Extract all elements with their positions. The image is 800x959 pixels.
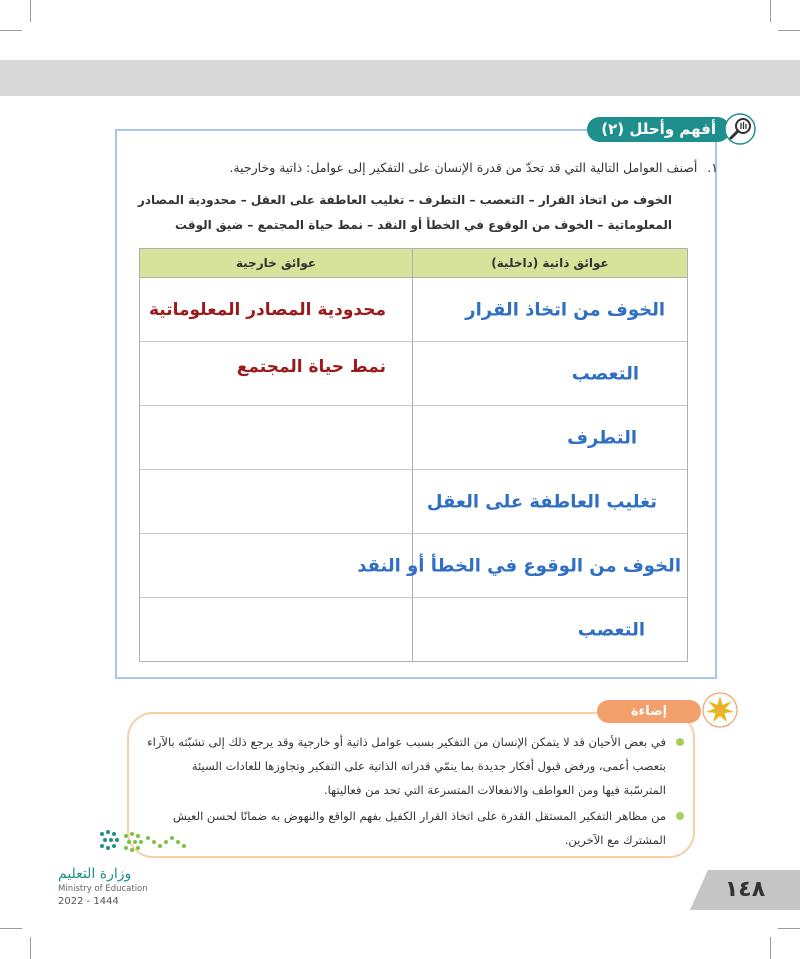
page-number: ١٤٨ bbox=[724, 877, 766, 902]
internal-cell bbox=[413, 470, 687, 533]
question bbox=[118, 160, 718, 175]
enlightenment-label: إضاءة bbox=[597, 700, 701, 723]
table-row bbox=[140, 278, 687, 342]
crop-mark bbox=[770, 0, 771, 22]
magnifier-icon bbox=[724, 113, 756, 145]
classification-table bbox=[139, 248, 688, 662]
external-cell bbox=[140, 598, 413, 661]
internal-answer: التعصب bbox=[571, 363, 639, 384]
list-item bbox=[146, 730, 666, 802]
internal-cell bbox=[413, 342, 687, 405]
crop-mark bbox=[30, 0, 31, 22]
header-external: عوائق خارجية bbox=[235, 256, 317, 270]
crop-mark bbox=[30, 937, 31, 959]
crop-mark bbox=[778, 30, 800, 31]
table-row bbox=[140, 406, 687, 470]
internal-answer: الخوف من اتخاذ القرار bbox=[465, 299, 665, 320]
internal-answer: التعصب bbox=[577, 619, 645, 640]
word-list bbox=[132, 188, 672, 238]
crop-mark bbox=[778, 928, 800, 929]
internal-cell bbox=[413, 278, 687, 341]
internal-answer: الخوف من الوقوع في الخطأ أو النقد bbox=[357, 555, 681, 576]
external-cell bbox=[140, 406, 413, 469]
header-internal: عوائق ذاتية (داخلية) bbox=[491, 256, 609, 270]
internal-cell bbox=[413, 598, 687, 661]
section-header bbox=[32, 113, 756, 145]
table-header bbox=[140, 249, 687, 278]
internal-answer: تغليب العاطفة على العقل bbox=[426, 491, 657, 512]
ministry-year: 2022 - 1444 bbox=[58, 896, 119, 907]
word-list-line: المعلوماتية – الخوف من الوقوع في الخطأ أو النقد – نمط حياة المجتمع – ضيق الوقت bbox=[175, 218, 672, 232]
table-row bbox=[140, 470, 687, 534]
enlightenment-item: من مظاهر التفكير المستقل القدرة على اتخاذ القرار الكفيل بفهم الواقع والنهوض به ضمانًا لحسن العيش المشترك مع الآخرين. bbox=[172, 809, 666, 847]
ministry-block bbox=[58, 826, 198, 907]
header-external-cell bbox=[140, 249, 413, 277]
external-answer: نمط حياة المجتمع bbox=[236, 357, 386, 378]
list-item bbox=[146, 804, 666, 852]
crop-mark bbox=[0, 30, 22, 31]
header-band bbox=[0, 60, 800, 96]
word-list-line: الخوف من اتخاذ القرار – التعصب – التطرف – تغليب العاطفة على العقل – محدودية المصادر bbox=[137, 193, 672, 207]
external-cell bbox=[140, 342, 413, 405]
external-cell bbox=[140, 470, 413, 533]
crop-mark bbox=[770, 937, 771, 959]
question-number: ١. bbox=[707, 160, 718, 175]
external-answer: محدودية المصادر المعلوماتية bbox=[148, 299, 386, 320]
crop-mark bbox=[0, 928, 22, 929]
table-row bbox=[140, 534, 687, 598]
header-internal-cell bbox=[413, 249, 687, 277]
internal-answer: التطرف bbox=[567, 427, 637, 448]
question-text: أصنف العوامل التالية التي قد تحدّ من قدرة الإنسان على التفكير إلى عوامل: ذاتية وخارجية. bbox=[229, 160, 698, 175]
enlightenment-text bbox=[146, 730, 666, 854]
enlightenment-item: في بعض الأحيان قد لا يتمكن الإنسان من التفكير بسبب عوامل ذاتية أو خارجية وقد يرجع ذلك إلى تشبّثه بالآراء بتعصب أعمى، ورفض قبول أفكار جديدة بما ينمّي قدراته الذاتية على التفكير وتجاوزها للعادات السيئة المترسّبة فيها ومن العواطف والانفعالات المتسرعة التي تحد من فعاليتها. bbox=[147, 735, 666, 797]
ministry-name-ar: وزارة التعليم bbox=[58, 866, 132, 882]
internal-cell bbox=[357, 534, 687, 597]
bullet bbox=[676, 812, 684, 820]
table-row bbox=[140, 342, 687, 406]
section-title: أفهم وأحلل (٢) bbox=[587, 117, 730, 142]
bullet bbox=[676, 738, 684, 746]
ministry-name-en: Ministry of Education bbox=[58, 884, 148, 894]
internal-cell bbox=[413, 406, 687, 469]
star-burst-icon bbox=[702, 692, 738, 728]
external-cell bbox=[140, 278, 413, 341]
table-row bbox=[140, 598, 687, 661]
